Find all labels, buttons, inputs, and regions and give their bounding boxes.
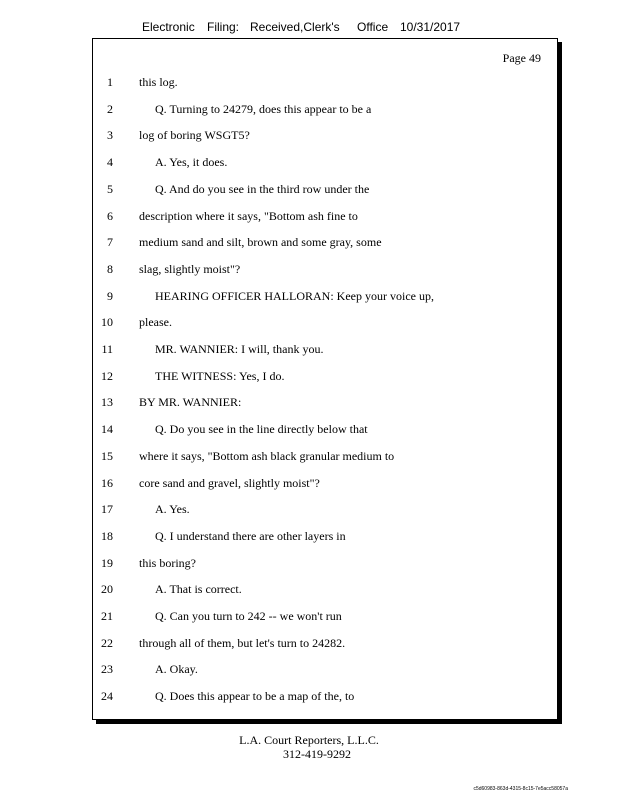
line-number: 6 [107,208,113,223]
transcript-line [93,315,553,333]
line-text: where it says, "Bottom ash black granular medium to [139,448,395,463]
transcript-line [93,582,553,600]
transcript-line [93,556,553,574]
line-text: slag, slightly moist"? [139,261,241,276]
line-number: 9 [107,288,113,303]
transcript-line [93,689,553,707]
line-number: 3 [107,128,113,143]
line-text: A. Okay. [155,662,198,677]
line-text: BY MR. WANNIER: [139,395,242,410]
line-text: MR. WANNIER: I will, thank you. [155,342,324,356]
transcript-line [93,369,553,387]
transcript-line [93,75,553,93]
transcript-page [92,38,558,720]
transcript-line [93,609,553,627]
footer-company: L.A. Court Reporters, L.L.C. [239,733,379,747]
transcript-line [93,529,553,547]
line-number: 18 [101,528,113,543]
line-number: 12 [101,368,113,383]
header-received: Received,Clerk's [250,20,340,34]
line-number: 1 [107,75,113,89]
transcript-line [93,209,553,227]
transcript-line [93,449,553,467]
line-number: 13 [101,395,113,410]
line-text: HEARING OFFICER HALLORAN: Keep your voice up, [155,288,434,303]
line-number: 7 [107,235,113,250]
line-text: A. Yes. [155,502,190,517]
header-office: Office [357,20,389,34]
line-text: medium sand and silt, brown and some gray, some [139,235,382,250]
line-number: 10 [101,315,113,330]
transcript-line [93,422,553,440]
line-text: Q. I understand there are other layers in [155,528,346,543]
line-number: 2 [107,101,113,116]
line-text: Q. Do you see in the line directly below that [155,422,368,437]
line-number: 11 [101,342,113,356]
line-text: A. That is correct. [155,582,242,597]
line-number: 16 [101,475,113,490]
line-text: description where it says, "Bottom ash fine to [139,208,358,223]
header-filing: Filing: [207,20,240,34]
page-number: Page 49 [502,51,541,65]
line-text: A. Yes, it does. [155,155,228,170]
line-number: 20 [101,582,113,597]
transcript-line [93,182,553,200]
line-text: Q. Turning to 24279, does this appear to be a [155,101,372,116]
transcript-line [93,342,553,360]
transcript-line [93,289,553,307]
header-electronic: Electronic [142,20,195,34]
transcript-line [93,155,553,173]
line-text: Q. Can you turn to 242 -- we won't run [155,609,342,623]
line-number: 5 [107,181,113,196]
transcript-line [93,235,553,253]
footer-phone: 312-419-9292 [283,747,351,761]
transcript-line [93,128,553,146]
line-text: through all of them, but let's turn to 24282. [139,635,346,650]
line-number: 17 [101,502,113,517]
header-date: 10/31/2017 [400,20,461,34]
transcript-line [93,636,553,654]
line-text: this boring? [139,555,196,570]
line-text: Q. And do you see in the third row under the [155,181,370,196]
document-hash: c5d60983-863d-4315-8c15-7e5acc58057a [473,786,568,792]
transcript-line [93,262,553,280]
transcript-line [93,102,553,120]
transcript-line [93,662,553,680]
line-number: 8 [107,261,113,276]
line-number: 24 [101,689,113,704]
transcript-line [93,502,553,520]
line-number: 23 [101,662,113,677]
line-number: 19 [101,555,113,570]
transcript-line [93,395,553,413]
line-number: 22 [101,635,113,650]
line-text: THE WITNESS: Yes, I do. [155,368,285,383]
line-text: this log. [139,75,178,89]
line-text: Q. Does this appear to be a map of the, to [155,689,355,704]
line-number: 15 [101,448,113,463]
line-text: log of boring WSGT5? [139,128,250,143]
transcript-line [93,476,553,494]
line-number: 14 [101,422,113,437]
filing-header [0,20,618,36]
line-number: 21 [101,609,113,623]
line-number: 4 [107,155,113,170]
line-text: please. [139,315,172,330]
line-text: core sand and gravel, slightly moist"? [139,475,320,490]
